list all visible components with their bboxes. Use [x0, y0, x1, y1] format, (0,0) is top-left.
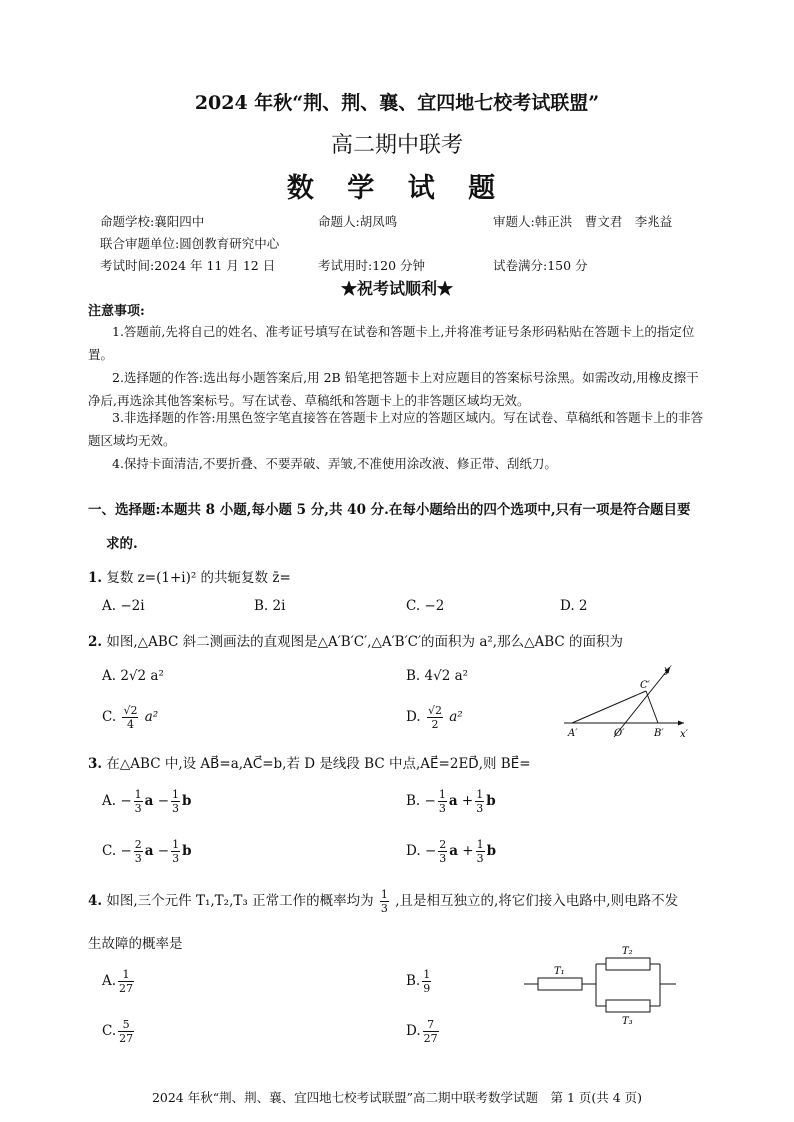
question-3: [88, 752, 531, 772]
note-item: 4.保持卡面清洁,不要折叠、不要弄破、弄皱,不准使用涂改液、修正带、刮纸刀。: [112, 456, 557, 471]
segment-a-c: [572, 691, 646, 723]
label-t1: T₁: [554, 966, 565, 977]
label-t3: T₃: [622, 1016, 633, 1026]
x-axis-arrow: [678, 721, 684, 726]
question-stem-cont: ,且是相互独立的,将它们接入电路中,则电路不发: [395, 893, 679, 909]
segment-c-b: [646, 691, 658, 723]
question-stem-line2: 生故障的概率是: [88, 936, 183, 952]
option-b: B. $\frac{1}{9}$: [406, 968, 431, 995]
label-x: x′: [680, 729, 688, 740]
label-t2: T₂: [622, 946, 633, 957]
subject-title: 数 学 试 题: [286, 173, 508, 204]
meta-full-score: 试卷满分:150 分: [493, 258, 588, 273]
question-number: 3.: [88, 756, 103, 772]
option-label: D.: [406, 709, 421, 725]
option-b: B. 4√2 a²: [406, 668, 469, 684]
element-t1: [538, 978, 582, 990]
option-c: C. − $\frac{2}{3}$ a − $\frac{1}{3}$ b: [102, 838, 192, 865]
note-item: 2.选择题的作答:选出每小题答案后,用 2B 铅笔把答题卡上对应题目的答案标号涂黑。如需改动,用橡皮擦干净后,再选涂其他答案标号。写在试卷、草稿纸和答题卡上的非答题区域均无效。: [88, 370, 699, 408]
label-c: C′: [640, 680, 650, 691]
oblique-projection-figure: [560, 655, 690, 745]
option-b: B. − $\frac{1}{3}$ a + $\frac{1}{3}$ b: [406, 788, 496, 815]
option-term: a²: [144, 709, 159, 725]
meta-review-unit: 联合审题单位:圆创教育研究中心: [100, 236, 280, 251]
fraction: $\frac{√2}{2}$: [427, 704, 442, 731]
question-number: 2.: [88, 634, 103, 650]
question-2: [88, 630, 623, 650]
option-d: D. 2: [560, 598, 588, 614]
option-a: A. −2i: [102, 598, 145, 614]
question-stem: 复数 z=(1+i)² 的共轭复数 z̄=: [106, 570, 291, 586]
option-a: A. 2√2 a²: [102, 668, 164, 684]
meta-duration: 考试用时:120 分钟: [318, 258, 426, 273]
fraction: $\frac{√2}{4}$: [123, 704, 138, 731]
label-y: y′: [664, 665, 672, 676]
element-t2: [606, 958, 650, 970]
question-number: 4.: [88, 893, 103, 909]
section-heading-cont: 求的.: [106, 536, 138, 552]
option-c: C. $\frac{5}{27}$: [102, 1018, 134, 1045]
option-d: D. − $\frac{2}{3}$ a + $\frac{1}{3}$ b: [406, 838, 497, 865]
label-a: A′: [568, 728, 578, 739]
question-number: 1.: [88, 570, 103, 586]
option-c: [102, 704, 158, 731]
exam-name: 高二期中联考: [330, 133, 463, 158]
meta-author: 命题人:胡凤鸣: [318, 214, 398, 229]
y-axis: [614, 667, 670, 737]
label-b: B′: [654, 728, 664, 739]
option-c: C. −2: [406, 598, 445, 614]
notes-heading: 注意事项:: [88, 304, 145, 319]
question-1: [88, 566, 291, 586]
question-stem: 如图,△ABC 斜二测画法的直观图是△A′B′C′,△A′B′C′的面积为 a²,那么△ABC 的面积为: [106, 634, 624, 650]
option-label: C.: [102, 709, 117, 725]
option-b: B. 2i: [254, 598, 286, 614]
option-d: D. $\frac{7}{27}$: [406, 1018, 438, 1045]
note-item: 3.非选择题的作答:用黑色签字笔直接答在答题卡上对应的答题区域内。写在试卷、草稿纸和答题卡上的非答题区域均无效。: [88, 410, 704, 448]
option-d: [406, 704, 463, 731]
option-a: A. − $\frac{1}{3}$ a − $\frac{1}{3}$ b: [102, 788, 192, 815]
meta-school: 命题学校:襄阳四中: [100, 214, 205, 229]
option-term: a²: [449, 709, 463, 725]
fraction: $\frac{1}{3}$: [380, 888, 388, 915]
meta-reviewers: 审题人:韩正洪 曹文君 李兆益: [493, 214, 673, 229]
option-a: A. $\frac{1}{27}$: [102, 968, 134, 995]
note-item: 1.答题前,先将自己的姓名、准考证号填写在试卷和答题卡上,并将准考证号条形码粘贴在答题卡上的指定位置。: [88, 324, 695, 362]
page-footer: 2024 年秋“荆、荆、襄、宜四地七校考试联盟”高二期中联考数学试题 第 1 页(共 4 页): [151, 1090, 643, 1105]
label-o: O′: [614, 728, 625, 739]
meta-exam-time: 考试时间:2024 年 11 月 12 日: [100, 258, 276, 273]
exam-union-title: 2024 年秋“荆、荆、襄、宜四地七校考试联盟”: [194, 92, 600, 114]
question-stem: 如图,三个元件 T₁,T₂,T₃ 正常工作的概率均为: [106, 893, 374, 909]
element-t3: [606, 1000, 650, 1012]
question-stem: 在△ABC 中,设 AB⃗=a,AC⃗=b,若 D 是线段 BC 中点,AE⃗=2ED⃗,则 BE⃗=: [106, 756, 531, 772]
question-4: [88, 888, 678, 915]
circuit-figure: [520, 940, 690, 1026]
good-luck-banner: ★祝考试顺利★: [340, 279, 453, 298]
section-heading: 一、选择题:本题共 8 小题,每小题 5 分,共 40 分.在每小题给出的四个选项中,只有一项是符合题目要: [88, 502, 691, 518]
